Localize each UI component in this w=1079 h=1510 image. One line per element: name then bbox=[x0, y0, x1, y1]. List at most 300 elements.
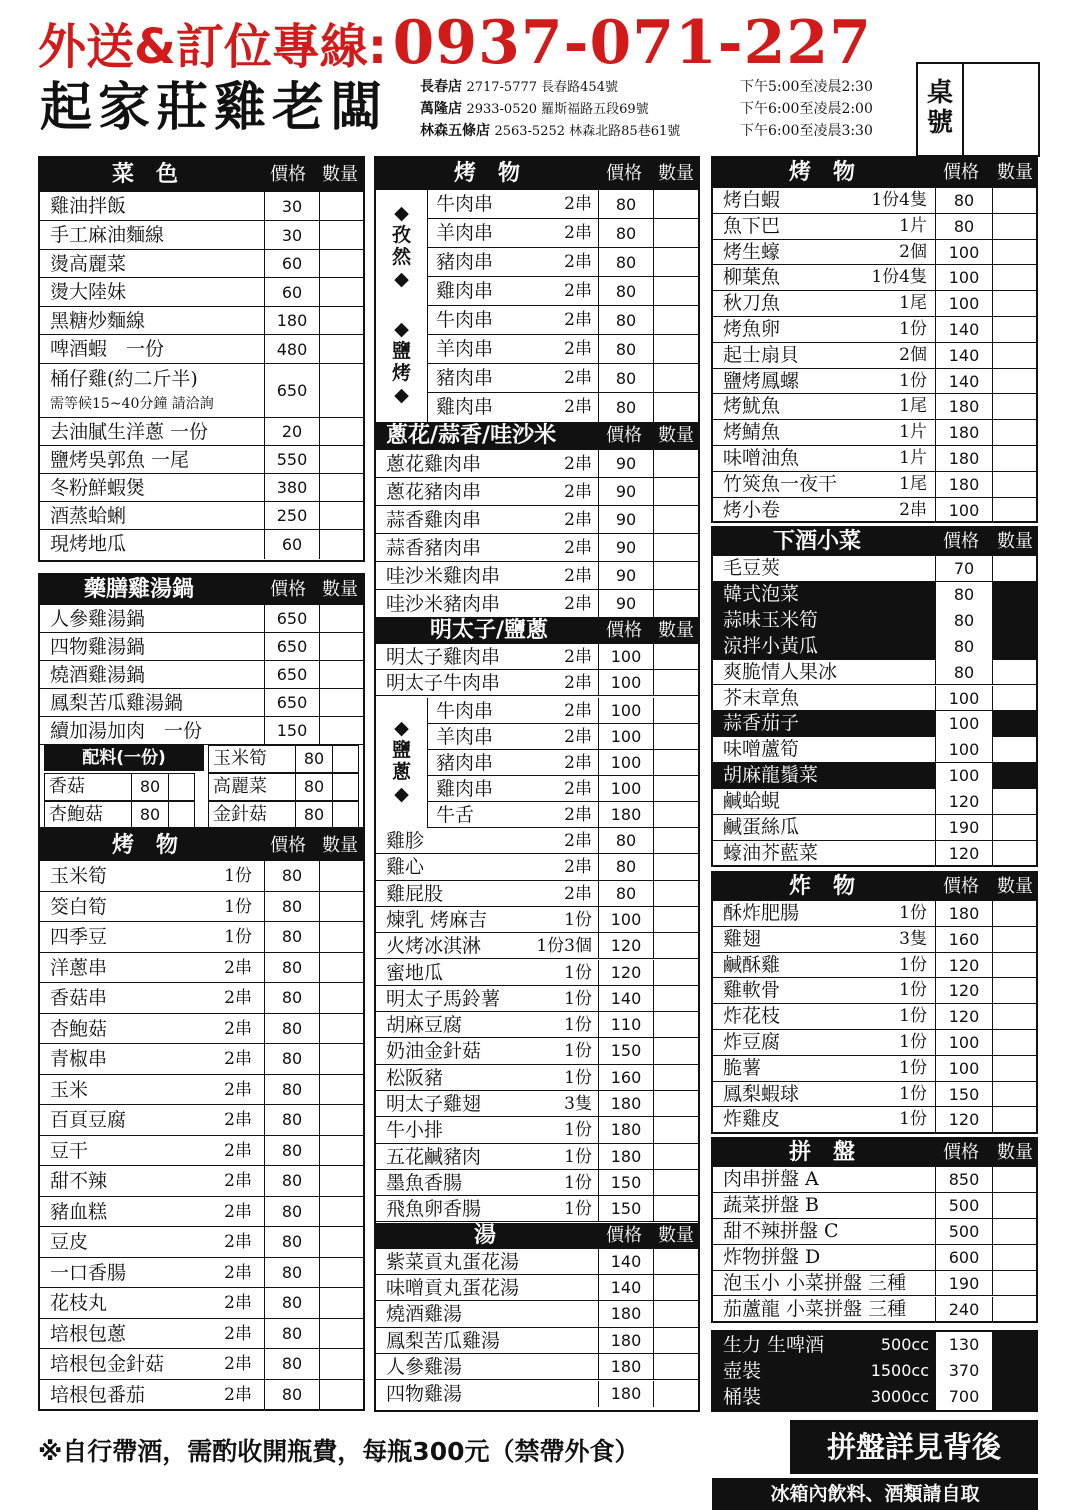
item-portion: 1份 bbox=[899, 980, 927, 1001]
menu-item-row[interactable] bbox=[713, 901, 1036, 927]
menu-item-row[interactable] bbox=[713, 556, 1036, 582]
menu-item-row[interactable] bbox=[713, 1297, 1036, 1323]
menu-item-row[interactable] bbox=[376, 881, 698, 907]
item-price: 100 bbox=[935, 1030, 993, 1056]
item-price: 120 bbox=[598, 933, 654, 959]
menu-item-row[interactable] bbox=[713, 498, 1036, 524]
salt-scallion-group bbox=[376, 698, 428, 828]
item-price: 80 bbox=[264, 1136, 320, 1167]
item-price: 140 bbox=[598, 986, 654, 1012]
menu-item-row[interactable] bbox=[713, 1219, 1036, 1245]
menu-item-row[interactable] bbox=[713, 188, 1036, 214]
item-portion: 2串 bbox=[224, 1140, 252, 1161]
menu-item-row[interactable] bbox=[376, 1249, 698, 1275]
branch-list bbox=[420, 76, 915, 144]
item-price: 80 bbox=[264, 983, 320, 1014]
menu-item-row[interactable] bbox=[713, 1082, 1036, 1108]
menu-item-row[interactable] bbox=[376, 960, 698, 986]
item-price: 80 bbox=[598, 190, 654, 219]
group-label: ◆孜然◆ bbox=[391, 202, 411, 290]
menu-item-row[interactable] bbox=[713, 1030, 1036, 1056]
quantity-column-label: 數量 bbox=[658, 1224, 694, 1246]
menu-item-row[interactable] bbox=[713, 1245, 1036, 1271]
item-name: 四物雞湯鍋 bbox=[50, 636, 146, 658]
menu-item-row[interactable] bbox=[713, 1332, 1036, 1358]
quantity-column-label: 數量 bbox=[997, 876, 1033, 897]
menu-item-row[interactable] bbox=[713, 978, 1036, 1004]
item-price: 80 bbox=[264, 922, 320, 953]
menu-item-row[interactable] bbox=[713, 291, 1036, 317]
menu-item-row[interactable] bbox=[713, 953, 1036, 979]
item-price: 120 bbox=[598, 960, 654, 986]
item-portion: 2串 bbox=[224, 1262, 252, 1283]
menu-item-row[interactable] bbox=[713, 1358, 1036, 1384]
quantity-column-label: 數量 bbox=[658, 163, 694, 184]
item-name: 松阪豬 bbox=[386, 1066, 444, 1089]
item-price: 80 bbox=[598, 306, 654, 335]
item-name: 黑糖炒麵線 bbox=[50, 310, 146, 332]
table-number-divider bbox=[962, 64, 964, 155]
menu-item-row[interactable] bbox=[40, 1380, 363, 1411]
item-price: 160 bbox=[935, 927, 993, 953]
item-name: 一口香腸 bbox=[50, 1261, 127, 1284]
item-name: 烤魚卵 bbox=[723, 318, 781, 340]
menu-item-row[interactable] bbox=[428, 393, 698, 422]
side-price: 80 bbox=[131, 802, 169, 828]
table-number-box[interactable] bbox=[916, 62, 1040, 157]
item-portion: 3隻 bbox=[564, 1094, 592, 1114]
item-price: 380 bbox=[264, 474, 320, 502]
item-price: 100 bbox=[935, 686, 993, 712]
menu-item-row[interactable] bbox=[713, 369, 1036, 395]
branch-hours: 下午6:00至凌晨3:30 bbox=[740, 123, 873, 139]
item-price: 370 bbox=[935, 1358, 993, 1384]
menu-item-row[interactable] bbox=[40, 983, 363, 1014]
item-name: 燒酒雞湯鍋 bbox=[50, 664, 146, 686]
item-portion: 2串 bbox=[564, 753, 592, 773]
menu-item-row[interactable] bbox=[40, 605, 363, 633]
price-column-label: 價格 bbox=[606, 1224, 642, 1246]
menu-item-row[interactable] bbox=[376, 1275, 698, 1301]
item-price: 100 bbox=[935, 737, 993, 763]
menu-item-row[interactable] bbox=[376, 986, 698, 1012]
item-portion: 2串 bbox=[564, 482, 592, 502]
price-column-label: 價格 bbox=[606, 620, 642, 641]
sides-title: 配料(一份) bbox=[44, 745, 204, 771]
item-portion: 2串 bbox=[564, 510, 592, 530]
item-volume: 1500cc bbox=[870, 1361, 929, 1380]
item-price: 100 bbox=[598, 750, 654, 776]
item-price: 70 bbox=[935, 556, 993, 582]
menu-item-row[interactable] bbox=[428, 248, 698, 277]
menu-item-row[interactable] bbox=[40, 1044, 363, 1075]
item-portion: 2串 bbox=[224, 1018, 252, 1039]
branch-hours: 下午5:00至凌晨2:30 bbox=[740, 79, 873, 95]
dishes-panel bbox=[38, 156, 365, 562]
item-portion: 1片 bbox=[899, 448, 927, 468]
fridge-note: 冰箱內飲料、酒類請自取 bbox=[712, 1478, 1038, 1510]
menu-item-row[interactable] bbox=[40, 1227, 363, 1258]
menu-item-row[interactable] bbox=[428, 190, 698, 219]
item-price: 180 bbox=[598, 1381, 654, 1407]
menu-item-row[interactable] bbox=[376, 1354, 698, 1380]
menu-item-row[interactable] bbox=[40, 1166, 363, 1197]
menu-item-row[interactable] bbox=[713, 214, 1036, 240]
item-price: 80 bbox=[598, 277, 654, 306]
menu-item-row[interactable] bbox=[713, 343, 1036, 369]
item-portion: 2串 bbox=[564, 194, 592, 214]
menu-item-row[interactable] bbox=[428, 277, 698, 306]
item-name: 青椒串 bbox=[50, 1048, 108, 1070]
menu-item-row[interactable] bbox=[376, 644, 698, 670]
skewer-header bbox=[376, 158, 698, 190]
item-name: 紫菜貢丸蛋花湯 bbox=[386, 1250, 520, 1273]
item-price: 80 bbox=[264, 1197, 320, 1228]
item-name: 冬粉鮮蝦煲 bbox=[50, 477, 146, 499]
fried-header bbox=[713, 873, 1036, 901]
menu-item-row[interactable] bbox=[40, 307, 363, 335]
item-name: 炸豆腐 bbox=[723, 1031, 781, 1053]
menu-item-row[interactable] bbox=[376, 1144, 698, 1170]
menu-item-row[interactable] bbox=[713, 240, 1036, 266]
veg-grill-panel bbox=[38, 829, 365, 1411]
side-item[interactable] bbox=[208, 745, 359, 773]
item-price: 500 bbox=[935, 1219, 993, 1245]
price-column-label: 價格 bbox=[943, 1142, 979, 1163]
veg-grill-header bbox=[40, 831, 363, 861]
item-portion: 2串 bbox=[224, 1079, 252, 1100]
branch-hours: 下午6:00至凌晨2:00 bbox=[740, 101, 873, 117]
item-price: 30 bbox=[264, 192, 320, 221]
item-portion: 2串 bbox=[564, 805, 592, 825]
menu-item-row[interactable] bbox=[376, 534, 698, 562]
item-name: 蒜香茄子 bbox=[723, 712, 800, 735]
menu-item-row[interactable] bbox=[40, 221, 363, 250]
hotline-number[interactable]: 0937-071-227 bbox=[392, 8, 872, 78]
item-name: 燒酒雞湯 bbox=[386, 1303, 463, 1326]
item-portion: 1片 bbox=[899, 422, 927, 443]
item-name: 豬血糕 bbox=[50, 1200, 108, 1223]
side-item[interactable] bbox=[44, 801, 195, 829]
group-label: ◆鹽烤◆ bbox=[391, 318, 411, 406]
salt-grill-group bbox=[376, 306, 428, 422]
item-portion: 1份 bbox=[564, 988, 592, 1009]
menu-item-row[interactable] bbox=[40, 474, 363, 502]
menu-item-row[interactable] bbox=[713, 608, 1036, 634]
item-name: 炸雞皮 bbox=[723, 1108, 781, 1131]
menu-item-row[interactable] bbox=[376, 828, 698, 854]
menu-item-row[interactable] bbox=[428, 306, 698, 335]
item-name: 雞肉串 bbox=[436, 280, 494, 302]
menu-item-row[interactable] bbox=[428, 219, 698, 248]
item-price: 140 bbox=[598, 1275, 654, 1301]
menu-item-row[interactable] bbox=[376, 450, 698, 478]
item-portion: 2串 bbox=[564, 779, 592, 799]
item-portion: 1份 bbox=[564, 962, 592, 983]
item-portion: 1尾 bbox=[899, 473, 927, 494]
menu-item-row[interactable] bbox=[40, 530, 363, 559]
menu-item-row[interactable] bbox=[376, 590, 698, 618]
menu-item-row[interactable] bbox=[713, 789, 1036, 815]
price-column-label: 價格 bbox=[606, 425, 642, 446]
menu-item-row[interactable] bbox=[40, 278, 363, 307]
table-number-label: 桌號 bbox=[926, 78, 953, 138]
menu-item-row[interactable] bbox=[376, 1065, 698, 1091]
menu-item-row[interactable] bbox=[713, 634, 1036, 660]
item-name: 芥末章魚 bbox=[723, 686, 800, 709]
menu-item-row[interactable] bbox=[376, 506, 698, 534]
item-portion: 1份4隻 bbox=[871, 267, 927, 288]
menu-item-row[interactable] bbox=[713, 1107, 1036, 1133]
side-name: 玉米筍 bbox=[213, 748, 267, 769]
item-price: 180 bbox=[598, 1091, 654, 1117]
item-price: 100 bbox=[598, 644, 654, 670]
item-name: 燙大陸妹 bbox=[50, 281, 127, 303]
item-portion: 2串 bbox=[224, 957, 252, 978]
snacks-panel bbox=[711, 526, 1038, 867]
menu-item-row[interactable] bbox=[376, 854, 698, 880]
item-price: 80 bbox=[264, 861, 320, 892]
menu-item-row[interactable] bbox=[40, 192, 363, 221]
menu-item-row[interactable] bbox=[40, 861, 363, 892]
item-price: 80 bbox=[598, 393, 654, 422]
item-price: 80 bbox=[264, 1288, 320, 1319]
item-price: 90 bbox=[598, 534, 654, 562]
menu-item-row[interactable] bbox=[376, 933, 698, 959]
menu-item-row[interactable] bbox=[40, 661, 363, 689]
item-price: 140 bbox=[935, 317, 993, 343]
menu-item-row[interactable] bbox=[40, 1349, 363, 1380]
item-price: 120 bbox=[935, 1004, 993, 1030]
skewer-panel bbox=[374, 156, 700, 1412]
menu-item-row[interactable] bbox=[376, 1091, 698, 1117]
item-price: 80 bbox=[935, 608, 993, 634]
item-portion: 1份 bbox=[899, 1057, 927, 1078]
price-column-label: 價格 bbox=[943, 531, 979, 552]
menu-item-row[interactable] bbox=[40, 633, 363, 661]
menu-item-row[interactable] bbox=[40, 1258, 363, 1289]
menu-item-row[interactable] bbox=[713, 472, 1036, 498]
item-price: 550 bbox=[264, 446, 320, 474]
menu-item-row[interactable] bbox=[428, 776, 698, 802]
item-portion: 2串 bbox=[224, 1110, 252, 1130]
menu-item-row[interactable] bbox=[428, 750, 698, 776]
menu-item-row[interactable] bbox=[40, 922, 363, 953]
item-name: 柳葉魚 bbox=[723, 266, 781, 289]
item-price: 80 bbox=[935, 214, 993, 240]
menu-item-row[interactable] bbox=[428, 724, 698, 750]
item-name: 竹筴魚一夜干 bbox=[723, 472, 838, 495]
menu-item-row[interactable] bbox=[376, 1381, 698, 1407]
item-name: 人參雞湯 bbox=[386, 1356, 463, 1379]
menu-item-row[interactable] bbox=[376, 1196, 698, 1222]
item-portion: 2串 bbox=[224, 1201, 252, 1222]
corkage-note: ※自行帶酒，需酌收開瓶費，每瓶300元（禁帶外食） bbox=[38, 1437, 640, 1466]
item-price: 80 bbox=[598, 881, 654, 907]
group-label: ◆鹽蔥◆ bbox=[391, 717, 411, 805]
menu-item-row[interactable] bbox=[376, 1038, 698, 1064]
menu-item-row[interactable] bbox=[713, 660, 1036, 686]
item-price: 180 bbox=[598, 1354, 654, 1380]
item-name: 雞肉串 bbox=[436, 778, 494, 800]
menu-item-row[interactable] bbox=[376, 670, 698, 696]
item-name: 筊白筍 bbox=[50, 895, 108, 918]
menu-item-row[interactable] bbox=[40, 1075, 363, 1106]
item-portion: 2串 bbox=[224, 1293, 252, 1313]
side-item[interactable] bbox=[208, 801, 359, 829]
menu-item-row[interactable] bbox=[376, 478, 698, 506]
menu-item-row[interactable] bbox=[40, 953, 363, 984]
menu-item-row[interactable] bbox=[713, 317, 1036, 343]
menu-item-row[interactable] bbox=[713, 420, 1036, 446]
item-portion: 1份 bbox=[899, 319, 927, 339]
item-price: 80 bbox=[598, 219, 654, 248]
menu-item-row[interactable] bbox=[713, 265, 1036, 291]
item-price: 180 bbox=[598, 1117, 654, 1143]
item-name: 甜不辣拼盤 C bbox=[723, 1219, 839, 1242]
menu-item-row[interactable] bbox=[376, 1301, 698, 1327]
item-name: 鳳梨苦瓜雞湯鍋 bbox=[50, 692, 184, 714]
item-name: 鳳梨蝦球 bbox=[723, 1082, 800, 1105]
quantity-column-label: 數量 bbox=[997, 162, 1033, 183]
menu-item-row[interactable] bbox=[713, 446, 1036, 472]
item-portion: 2串 bbox=[564, 701, 592, 721]
branch-row bbox=[420, 120, 915, 142]
item-price: 130 bbox=[935, 1332, 993, 1358]
item-price: 80 bbox=[935, 582, 993, 608]
menu-item-row[interactable] bbox=[713, 1384, 1036, 1410]
item-portion: 2串 bbox=[564, 857, 592, 878]
menu-item-row[interactable] bbox=[40, 1105, 363, 1136]
item-name: 桶裝 bbox=[723, 1386, 762, 1408]
item-name: 韓式泡菜 bbox=[723, 582, 800, 605]
menu-item-row[interactable] bbox=[713, 763, 1036, 789]
soup-pot-header bbox=[40, 575, 363, 605]
item-portion: 2串 bbox=[564, 594, 592, 614]
item-name: 牛肉串 bbox=[436, 193, 494, 215]
dishes-header bbox=[40, 158, 363, 192]
item-portion: 2串 bbox=[564, 566, 592, 586]
menu-item-row[interactable] bbox=[40, 1288, 363, 1319]
menu-item-row[interactable] bbox=[40, 717, 363, 745]
section-title: 明太子/鹽蔥 bbox=[430, 618, 549, 643]
brand-name: 起家莊雞老闆 bbox=[40, 77, 389, 138]
price-column-label: 價格 bbox=[943, 876, 979, 897]
item-name: 鳳梨苦瓜雞湯 bbox=[386, 1329, 501, 1352]
soup-header bbox=[376, 1223, 698, 1249]
item-portion: 2串 bbox=[564, 727, 592, 747]
menu-item-row[interactable] bbox=[40, 335, 363, 364]
side-item[interactable] bbox=[208, 773, 359, 801]
menu-item-row[interactable] bbox=[713, 582, 1036, 608]
menu-item-row[interactable] bbox=[376, 1170, 698, 1196]
item-name: 豆干 bbox=[50, 1139, 89, 1162]
menu-item-row[interactable] bbox=[40, 1136, 363, 1167]
item-name: 羊肉串 bbox=[436, 726, 494, 748]
item-name: 明太子牛肉串 bbox=[386, 672, 501, 694]
menu-item-row[interactable] bbox=[713, 1271, 1036, 1297]
item-name: 續加湯加肉 一份 bbox=[50, 720, 203, 742]
side-name: 香菇 bbox=[49, 776, 85, 797]
item-name: 人參雞湯鍋 bbox=[50, 608, 146, 630]
menu-item-row[interactable] bbox=[713, 1167, 1036, 1193]
menu-item-row[interactable] bbox=[40, 250, 363, 278]
item-portion: 1份4隻 bbox=[871, 190, 927, 210]
menu-item-row[interactable] bbox=[40, 1319, 363, 1350]
item-name: 起士扇貝 bbox=[723, 343, 800, 366]
item-name: 鹹蛤蜆 bbox=[723, 790, 781, 813]
item-name: 味噌油魚 bbox=[723, 447, 800, 469]
item-portion: 1份 bbox=[564, 1172, 592, 1193]
menu-item-row[interactable] bbox=[376, 1012, 698, 1038]
menu-item-row[interactable] bbox=[713, 394, 1036, 420]
item-portion: 2串 bbox=[564, 397, 592, 417]
menu-item-row[interactable] bbox=[713, 686, 1036, 712]
item-price: 80 bbox=[264, 1166, 320, 1197]
item-name: 胡麻豆腐 bbox=[386, 1014, 463, 1037]
menu-item-row[interactable] bbox=[713, 1004, 1036, 1030]
item-portion: 1份3個 bbox=[536, 936, 592, 957]
item-portion: 1片 bbox=[899, 215, 927, 236]
menu-item-row[interactable] bbox=[713, 1193, 1036, 1219]
menu-item-row[interactable] bbox=[40, 446, 363, 474]
menu-item-row[interactable] bbox=[40, 418, 363, 446]
item-name: 雞軟骨 bbox=[723, 979, 781, 1002]
side-item[interactable] bbox=[44, 773, 195, 801]
item-price: 120 bbox=[935, 978, 993, 1004]
quantity-column-label: 數量 bbox=[322, 835, 358, 856]
item-name: 蜜地瓜 bbox=[386, 961, 444, 984]
menu-item-row[interactable] bbox=[713, 841, 1036, 867]
item-price: 100 bbox=[935, 763, 993, 789]
item-portion: 1份 bbox=[899, 1032, 927, 1052]
menu-item-row[interactable] bbox=[376, 562, 698, 590]
menu-item-row[interactable] bbox=[428, 335, 698, 364]
item-name: 煉乳 烤麻吉 bbox=[386, 908, 488, 931]
item-name: 百頁豆腐 bbox=[50, 1109, 127, 1131]
menu-item-row[interactable] bbox=[428, 698, 698, 724]
menu-item-row[interactable] bbox=[713, 1056, 1036, 1082]
item-name: 四季豆 bbox=[50, 926, 108, 948]
item-name: 桶仔雞(約二斤半) bbox=[50, 368, 198, 390]
menu-item-row[interactable] bbox=[40, 1014, 363, 1045]
snacks-header bbox=[713, 528, 1036, 556]
menu-item-row[interactable] bbox=[713, 737, 1036, 763]
menu-item-row[interactable] bbox=[428, 802, 698, 828]
menu-item-row[interactable] bbox=[40, 1197, 363, 1228]
item-name: 胡麻龍鬚菜 bbox=[723, 764, 819, 787]
menu-item-row[interactable] bbox=[376, 907, 698, 933]
menu-item-row[interactable] bbox=[376, 1328, 698, 1354]
menu-item-row[interactable] bbox=[428, 364, 698, 393]
item-name: 手工麻油麵線 bbox=[50, 224, 165, 246]
item-portion: 2串 bbox=[564, 831, 592, 851]
menu-item-row[interactable] bbox=[40, 689, 363, 717]
branch-info: 2717-5777 長春路454號 bbox=[466, 80, 618, 95]
menu-item-row[interactable] bbox=[40, 364, 363, 418]
menu-item-row[interactable] bbox=[40, 502, 363, 530]
sauce-header bbox=[376, 422, 698, 450]
item-price: 120 bbox=[935, 953, 993, 979]
menu-item-row[interactable] bbox=[376, 1117, 698, 1143]
item-name: 雞胗 bbox=[386, 830, 425, 852]
item-price: 150 bbox=[598, 1038, 654, 1064]
menu-item-row[interactable] bbox=[40, 892, 363, 923]
quantity-column-label: 數量 bbox=[322, 579, 358, 600]
menu-item-row[interactable] bbox=[713, 815, 1036, 841]
menu-item-row[interactable] bbox=[713, 927, 1036, 953]
menu-item-row[interactable] bbox=[713, 711, 1036, 737]
